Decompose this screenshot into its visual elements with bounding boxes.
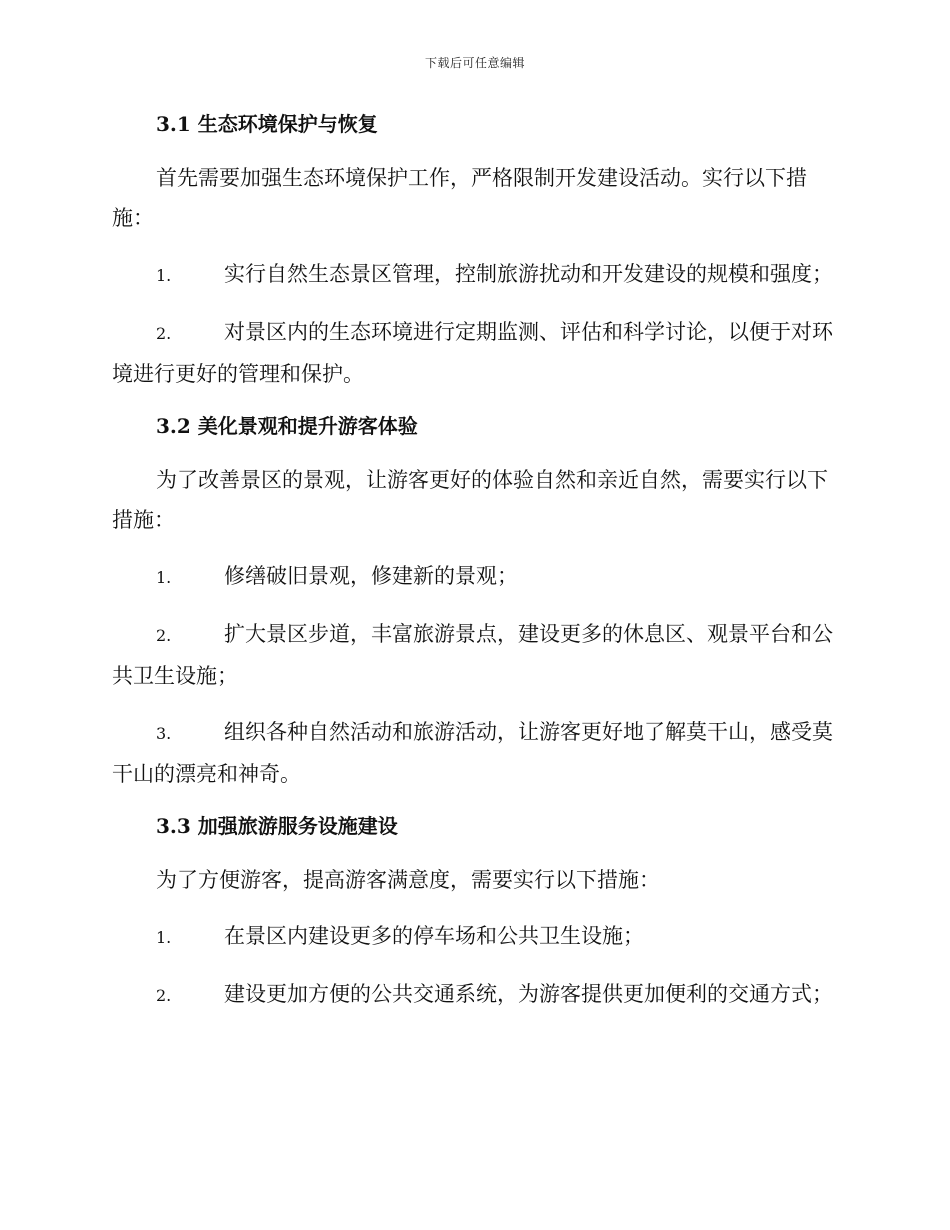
list-text: 组织各种自然活动和旅游活动，让游客更好地了解莫干山，感受莫干山的漂亮和神奇。 — [112, 720, 833, 786]
header-note: 下载后可任意编辑 — [424, 56, 525, 70]
list-number: 2. — [156, 626, 172, 645]
section-heading: 3.3 加强旅游服务设施建设 — [156, 814, 398, 838]
section-intro: 为了改善景区的景观，让游客更好的体验自然和亲近自然，需要实行以下措施： — [112, 468, 828, 532]
list-item — [112, 974, 838, 1016]
list-text: 在景区内建设更多的停车场和公共卫生设施； — [224, 924, 644, 948]
list-item — [112, 254, 838, 296]
list-number: 2. — [156, 324, 172, 343]
list-item — [112, 556, 838, 598]
document-body — [112, 106, 838, 1016]
section-intro: 首先需要加强生态环境保护工作，严格限制开发建设活动。实行以下措施： — [112, 166, 807, 230]
list-number: 1. — [156, 568, 172, 587]
list-text: 对景区内的生态环境进行定期监测、评估和科学讨论，以便于对环境进行更好的管理和保护。 — [112, 320, 833, 386]
list-number: 1. — [156, 266, 172, 285]
list-number: 2. — [156, 986, 172, 1005]
section-heading: 3.2 美化景观和提升游客体验 — [156, 414, 418, 438]
list-text: 建设更加方便的公共交通系统，为游客提供更加便利的交通方式； — [224, 982, 833, 1006]
list-item — [112, 614, 838, 696]
list-text: 实行自然生态景区管理，控制旅游扰动和开发建设的规模和强度； — [224, 262, 833, 286]
list-item — [112, 916, 838, 958]
section-heading: 3.1 生态环境保护与恢复 — [156, 112, 378, 136]
list-item — [112, 712, 838, 794]
list-number: 1. — [156, 928, 172, 947]
list-text: 扩大景区步道，丰富旅游景点，建设更多的休息区、观景平台和公共卫生设施； — [112, 622, 833, 688]
list-number: 3. — [156, 724, 172, 743]
section-intro: 为了方便游客，提高游客满意度，需要实行以下措施： — [156, 868, 660, 892]
list-text: 修缮破旧景观，修建新的景观； — [224, 564, 518, 588]
list-item — [112, 312, 838, 394]
